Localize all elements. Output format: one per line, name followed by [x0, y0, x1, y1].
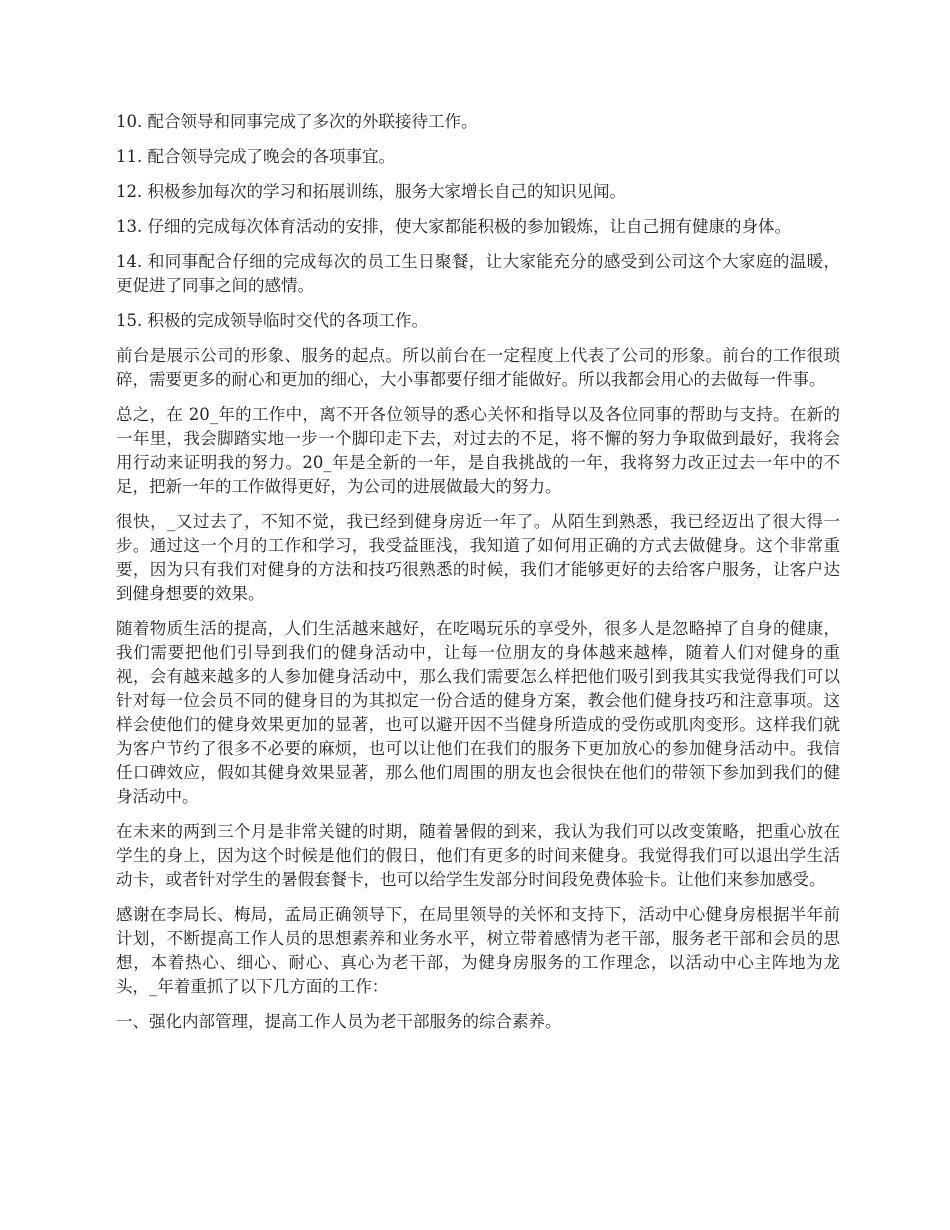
paragraph-item-10: 10. 配合领导和同事完成了多次的外联接待工作。: [116, 112, 478, 131]
paragraph-item-12: 12. 积极参加每次的学习和拓展训练，服务大家增长自己的知识见闻。: [116, 182, 626, 201]
paragraph-item-15: 15. 积极的完成领导临时交代的各项工作。: [116, 311, 428, 330]
paragraph-item-13: 13. 仔细的完成每次体育活动的安排，使大家都能积极的参加锻炼，让自己拥有健康的身体。: [116, 217, 791, 236]
paragraph-item-11: 11. 配合领导完成了晚会的各项事宜。: [116, 147, 395, 166]
paragraph-front-desk: 前台是展示公司的形象、服务的起点。所以前台在一定程度上代表了公司的形象。前台的工作很琐碎，需要更多的耐心和更加的细心，大小事都要仔细才能做好。所以我都会用心的去做每一件事。: [116, 346, 840, 389]
paragraph-gym-intro: 很快，_又过去了，不知不觉，我已经到健身房近一年了。从陌生到熟悉，我已经迈出了很大得一步。通过这一个月的工作和学习，我受益匪浅，我知道了如何用正确的方式去做健身。这个非常重要，因为只有我们对健身的方法和技巧很熟悉的时候，我们才能够更好的去给客户服务，让客户达到健身想要的效果。: [116, 512, 840, 603]
paragraph-item-14: 14. 和同事配合仔细的完成每次的员工生日聚餐，让大家能充分的感受到公司这个大家庭的温暖，更促进了同事之间的感情。: [116, 252, 840, 295]
paragraph-health: 随着物质生活的提高，人们生活越来越好，在吃喝玩乐的享受外，很多人是忽略掉了自身的健康，我们需要把他们引导到我们的健身活动中，让每一位朋友的身体越来越棒，随着人们对健身的重视，会有越来越多的人参加健身活动中，那么我们需要怎么样把他们吸引到我其实我觉得我们可以针对每一位会员不同的健身目的为其拟定一份合适的健身方案，教会他们健身技巧和注意事项。这样会使他们的健身效果更加的显著，也可以避开因不当健身所造成的受伤或肌肉变形。这样我们就为客户节约了很多不必要的麻烦，也可以让他们在我们的服务下更加放心的参加健身活动中。我信任口碑效应，假如其健身效果显著，那么他们周围的朋友也会很快在他们的带领下参加到我们的健身活动中。: [116, 619, 840, 806]
document-body: [116, 110, 840, 1045]
paragraph-future-plan: 在未来的两到三个月是非常关键的时期，随着暑假的到来，我认为我们可以改变策略，把重心放在学生的身上，因为这个时候是他们的假日，他们有更多的时间来健身。我觉得我们可以退出学生活动卡，或者针对学生的暑假套餐卡，也可以给学生发部分时间段免费体验卡。让他们来参加感受。: [116, 822, 840, 889]
paragraph-summary: 总之，在 20_年的工作中，离不开各位领导的悉心关怀和指导以及各位同事的帮助与支持。在新的一年里，我会脚踏实地一步一个脚印走下去，对过去的不足，将不懈的努力争取做到最好，我将会用行动来证明我的努力。20_年是全新的一年，是自我挑战的一年，我将努力改正过去一年中的不足，把新一年的工作做得更好，为公司的进展做最大的努力。: [116, 405, 840, 496]
paragraph-thanks: 感谢在李局长、梅局，孟局正确领导下，在局里领导的关怀和支持下，活动中心健身房根据半年前计划，不断提高工作人员的思想素养和业务水平，树立带着感情为老干部，服务老干部和会员的思想，本着热心、细心、耐心、真心为老干部，为健身房服务的工作理念，以活动中心主阵地为龙头，_年着重抓了以下几方面的工作：: [116, 905, 840, 996]
paragraph-section-heading: 一、强化内部管理，提高工作人员为老干部服务的综合素养。: [116, 1012, 562, 1031]
